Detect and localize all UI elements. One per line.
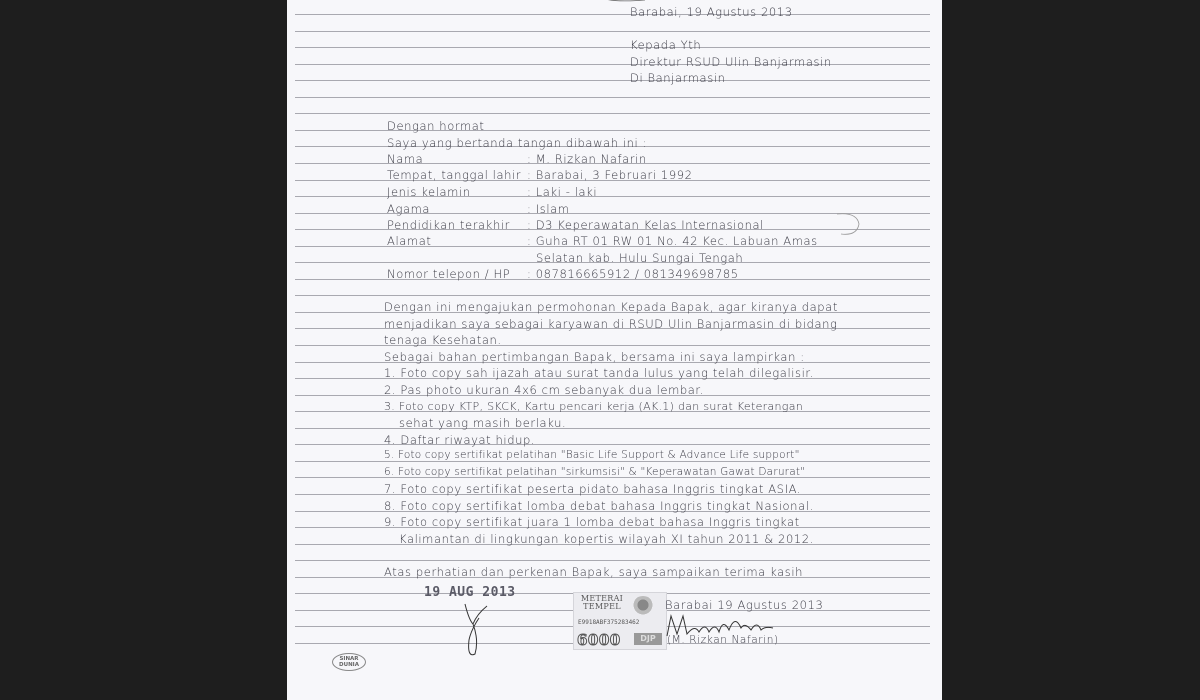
initial-paraf [457,600,497,660]
field-value: : Barabai, 3 Februari 1992 [527,168,693,182]
field-birth [387,168,693,182]
field-label: Nomor telepon / HP [387,267,511,281]
field-label: Pendidikan terakhir [387,218,510,232]
field-value: : M. Rizkan Nafarin [527,152,647,166]
attachment-item: 3. Foto copy KTP, SKCK, Kartu pencari kerja (AK.1) dan surat Keterangan [384,400,804,413]
closing: Atas perhatian dan perkenan Bapak, saya sampaikan terima kasih [384,565,804,579]
attachment-item: 8. Foto copy sertifikat lomba debat bahasa Inggris tingkat Nasional. [384,499,814,513]
field-education [387,218,764,232]
ruled-line [295,295,930,296]
ruled-line [295,47,930,48]
field-value: : D3 Keperawatan Kelas Internasional [527,218,764,232]
field-address [387,234,818,248]
recipient-line3: Di Banjarmasin [630,71,726,85]
materai-stamp [573,592,667,650]
recipient-line2: Direktur RSUD Ulin Banjarmasin [630,55,832,69]
materai-issuer: DJP [634,633,662,645]
attachment-item: 5. Foto copy sertifikat pelatihan "Basic Life Support & Advance Life support" [384,449,800,461]
ruled-line [295,113,930,114]
field-address-cont [387,251,743,265]
ruled-line [295,80,930,81]
ruled-line [295,64,930,65]
attachment-item: 9. Foto copy sertifikat juara 1 lomba debat bahasa Inggris tingkat [384,515,800,529]
pen-arc-mark [597,0,647,6]
field-label: Alamat [387,234,432,248]
received-date-stamp: 19 AUG 2013 [424,585,516,600]
intro: Saya yang bertanda tangan dibawah ini : [387,136,648,150]
attachment-item-cont: sehat yang masih berlaku. [399,416,567,430]
field-value: : Guha RT 01 RW 01 No. 42 Kec. Labuan Amas [527,234,818,248]
signature-name: (M. Rizkan Nafarin) [667,634,779,646]
field-label: Tempat, tanggal lahir [387,168,522,182]
field-name [387,152,647,166]
attachment-item: 4. Daftar riwayat hidup. [384,433,536,447]
field-value: : 087816665912 / 081349698785 [527,267,739,281]
field-label: Nama [387,152,424,166]
recipient-line1: Kepada Yth [630,38,702,52]
field-label: Jenis kelamin [387,185,471,199]
pen-circle-mark [827,210,867,240]
ruled-line [295,560,930,561]
garuda-emblem-icon [632,596,654,616]
ruled-line [295,428,930,429]
ruled-line [295,97,930,98]
body-line: Dengan ini mengajukan permohonan Kepada Bapak, agar kiranya dapat [384,300,838,314]
materai-title: METERAI TEMPEL [580,594,624,611]
attachment-item: 7. Foto copy sertifikat peserta pidato bahasa Inggris tingkat ASIA. [384,482,802,496]
paper-brand-logo: SINAR DUNIA [332,653,366,671]
field-value: : Islam [527,202,570,216]
body-line: tenaga Kesehatan. [384,333,502,347]
field-religion [387,202,570,216]
body-line: Sebagai bahan pertimbangan Bapak, bersama ini saya lampirkan : [384,350,805,364]
greeting: Dengan hormat [387,119,485,133]
place-date: Barabai, 19 Agustus 2013 [630,5,793,19]
field-value: Selatan kab. Hulu Sungai Tengah [536,251,744,265]
materai-value: 6000 [577,631,621,649]
ruled-line [295,14,930,15]
field-phone [387,267,739,281]
body-line: menjadikan saya sebagai karyawan di RSUD Ulin Banjarmasin di bidang [384,317,838,331]
letter-paper [287,0,942,700]
field-value: : Laki - laki [527,185,598,199]
attachment-item: 1. Foto copy sah ijazah atau surat tanda lulus yang telah dilegalisir. [384,366,814,380]
attachment-item-cont: Kalimantan di lingkungan kopertis wilayah XI tahun 2011 & 2012. [399,532,814,546]
ruled-line [295,31,930,32]
field-label: Agama [387,202,431,216]
attachment-item: 6. Foto copy sertifikat pelatihan "sirkumsisi" & "Keperawatan Gawat Darurat" [384,466,806,478]
attachment-item: 2. Pas photo ukuran 4x6 cm sebanyak dua lembar. [384,383,704,397]
field-gender [387,185,597,199]
materai-serial: E9918ABF375283462 [578,619,640,626]
signature-place-date: Barabai 19 Agustus 2013 [665,598,824,612]
